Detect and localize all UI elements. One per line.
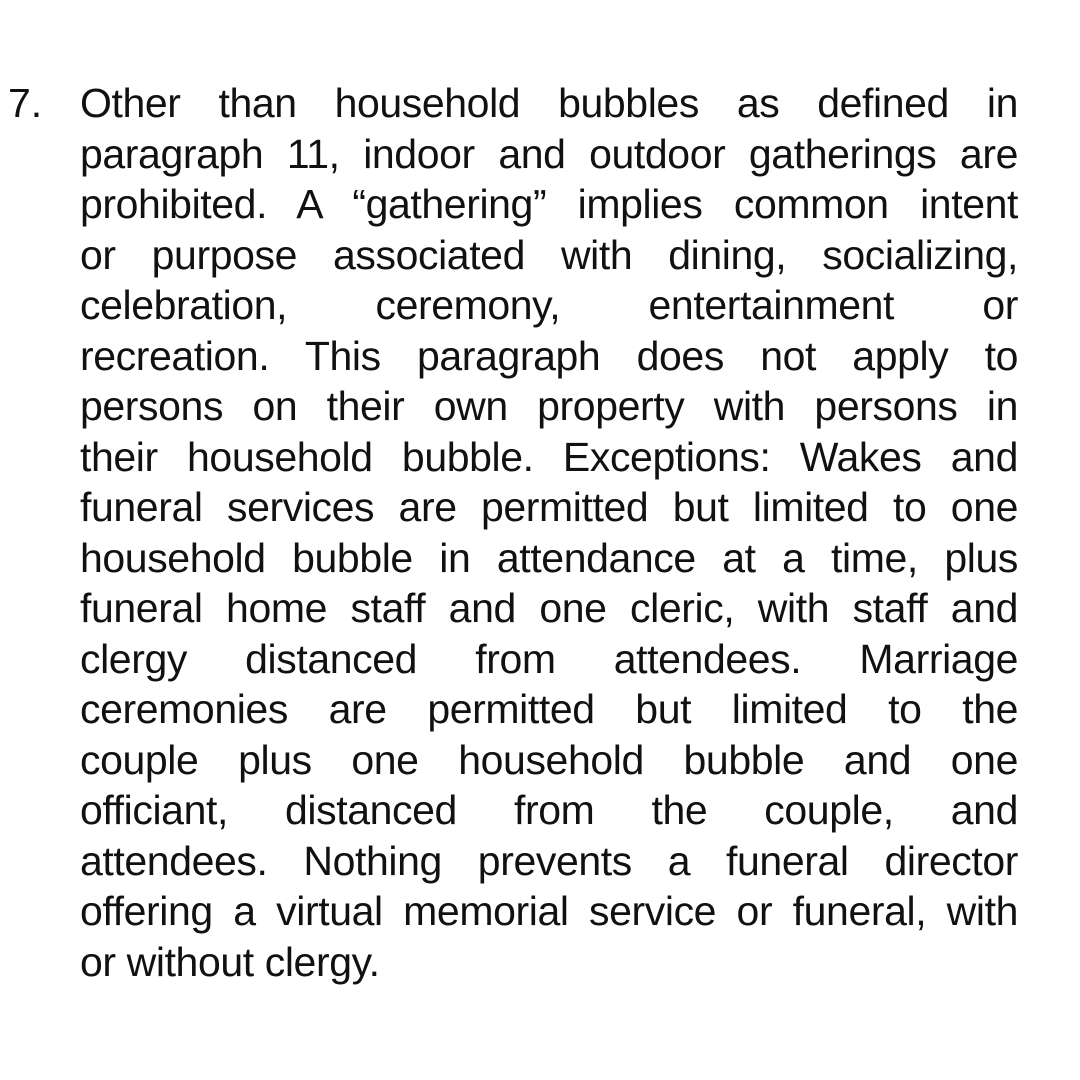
text-line: their household bubble. Exceptions: Wakes and [80, 433, 1018, 480]
text-line: paragraph 11, indoor and outdoor gatherings are [80, 130, 1018, 177]
text-line: celebration, ceremony, entertainment or [80, 282, 1018, 328]
paragraph-body [80, 78, 1018, 987]
text-line-last: or without clergy. [80, 938, 380, 985]
text-line: Other than household bubbles as defined in [80, 80, 1018, 126]
text-line: funeral home staff and one cleric, with staff and [80, 585, 1018, 631]
text-line: attendees. Nothing prevents a funeral director [80, 837, 1018, 884]
paragraph-number: 7. [8, 80, 43, 126]
text-line: or purpose associated with dining, socializing, [80, 231, 1018, 278]
text-line: persons on their own property with persons in [80, 383, 1018, 429]
text-line: offering a virtual memorial service or funeral, with [80, 888, 1018, 934]
text-line: officiant, distanced from the couple, and [80, 787, 1018, 833]
text-line: household bubble in attendance at a time, plus [80, 534, 1018, 581]
text-line: couple plus one household bubble and one [80, 736, 1018, 783]
text-line: ceremonies are permitted but limited to the [80, 686, 1018, 732]
text-line: funeral services are permitted but limited to one [80, 484, 1018, 530]
text-line: recreation. This paragraph does not apply to [80, 332, 1018, 379]
paragraph-7 [8, 78, 1018, 987]
text-line: clergy distanced from attendees. Marriage [80, 635, 1018, 682]
text-line: prohibited. A “gathering” implies common intent [80, 181, 1018, 227]
